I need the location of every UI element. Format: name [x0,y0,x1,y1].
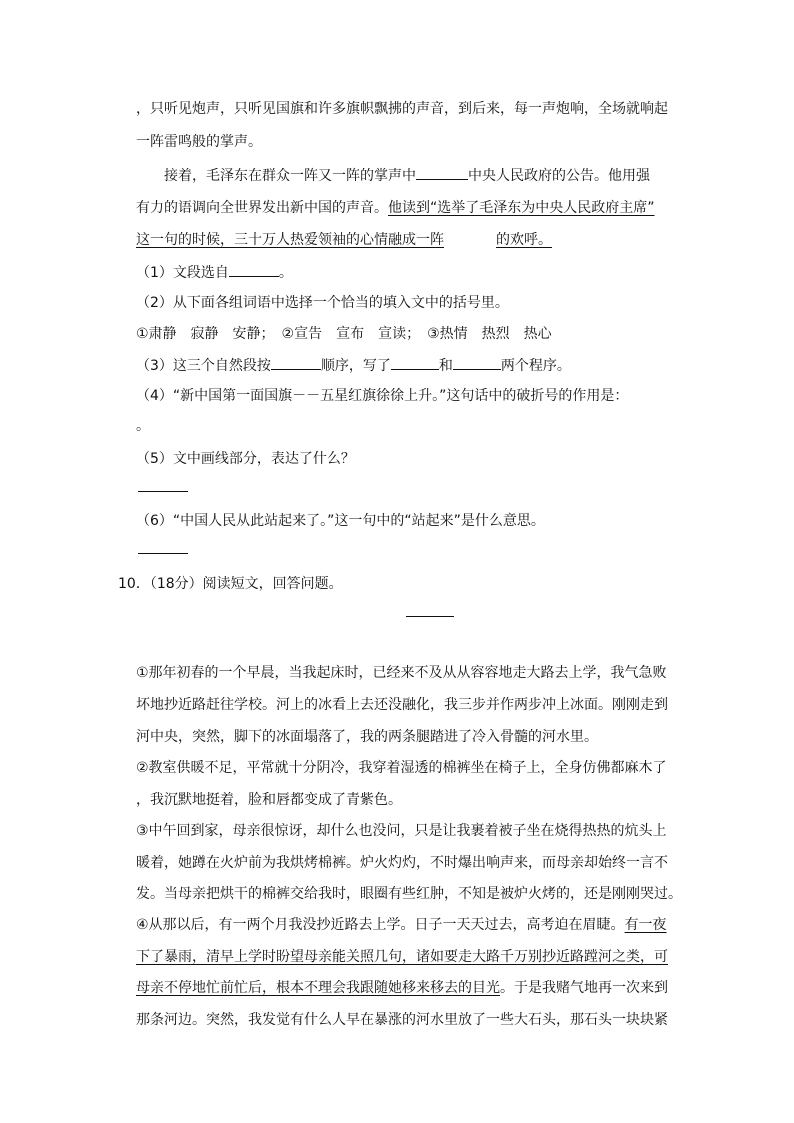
passage-line: 那条河边。突然，我发觉有什么人早在暴涨的河水里放了一些大石头，那石头一块块紧 [136,1012,668,1028]
question-4-end: 。 [136,418,150,434]
text-span: 这一句的时候，三十万人热爱领袖的心情融成一阵 [136,232,444,248]
passage-line: 发。当母亲把烘干的棉裤交给我时，眼圈有些红肿，不知是被炉火烤的，还是刚刚哭过。 [136,886,682,902]
text-span: 中央人民政府的公告。他用强 [468,168,650,184]
question-5: （5）文中画线部分，表达了什么？ [136,451,355,467]
text-span: 有力的语调向全世界发出新中国的声音。 [136,200,388,216]
passage-line: ，我沉默地挺着，脸和唇都变成了青紫色。 [136,792,402,808]
passage-line: 河中央，突然，脚下的冰面塌落了，我的两条腿踏进了冷入骨髓的河水里。 [136,729,598,745]
underlined-text: 他读到“选举了毛泽东为中央人民政府主席” [388,200,655,216]
text-span: 。于是我赌气地再一次来到 [500,980,668,996]
question-text: 顺序，写了 [320,358,391,374]
answer-blank[interactable] [453,355,501,370]
question-1 [136,262,293,283]
passage-line: ①那年初春的一个早晨，当我起床时，已经来不及从从容容地走大路去上学，我气急败 [136,665,667,681]
question-text: （3）这三个自然段按 [136,358,271,374]
passage-line-underlined [136,230,552,250]
passage-line [136,978,668,998]
underlined-text: 有一夜 [624,917,667,933]
underlined-text: 母亲不停地忙前忙后，根本不理会我跟随她移来移去的目光 [136,980,500,996]
question-text: 。 [278,265,293,281]
title-blank[interactable] [406,616,454,617]
text-span: ④从那以后，有一两个月我没抄近路去上学。日子一天天过去，高考迫在眉睫。 [136,917,625,933]
question-text: （1）文段选自 [136,265,229,281]
passage-line [164,165,650,186]
answer-line[interactable] [138,491,188,492]
question-10-heading: 10．（18分）阅读短文，回答问题。 [118,576,343,592]
question-6: （6）“中国人民从此站起来了。”这一句中的“站起来”是什么意思。 [136,513,545,529]
passage-line [136,198,655,218]
passage-line: ②教室供暖不足，平常就十分阴冷，我穿着湿透的棉裤坐在椅子上，全身仿佛都麻木了 [136,760,667,776]
question-4: （4）“新中国第一面国旗－－五星红旗徐徐上升。”这句话中的破折号的作用是： [136,388,629,404]
text-span: 的欢呼。 [496,232,552,248]
text-span: 接着，毛泽东在群众一阵又一阵的掌声中 [164,168,416,184]
passage-line: 一阵雷鸣般的掌声。 [136,134,262,150]
passage-line-underlined: 下了暴雨，清早上学时盼望母亲能关照几句，诸如要走大路千万别抄近路蹚河之类，可 [136,949,668,965]
passage-line: 暖着，她蹲在火炉前为我烘烤棉裤。炉火灼灼，不时爆出响声来，而母亲却始终一言不 [136,855,668,871]
answer-blank[interactable] [391,355,439,370]
answer-blank[interactable] [271,355,321,370]
question-3 [136,355,571,376]
question-2-options: ①肃静 寂静 安静； ②宣告 宣布 宣读； ③热情 热烈 热心 [136,326,552,342]
answer-blank[interactable] [416,165,468,180]
question-text: 和 [438,358,453,374]
answer-blank[interactable] [444,230,496,250]
answer-line[interactable] [138,553,188,554]
passage-line [136,915,667,935]
question-text: 两个程序。 [500,358,571,374]
passage-line: 坏地抄近路赶往学校。河上的冰看上去还没融化，我三步并作两步冲上冰面。刚刚走到 [136,697,668,713]
answer-blank[interactable] [229,262,279,277]
question-2: （2）从下面各组词语中选择一个恰当的填入文中的括号里。 [136,295,509,311]
passage-line: ，只听见炮声，只听见国旗和许多旗帜飘拂的声音，到后来，每一声炮响，全场就响起 [136,101,668,117]
passage-line: ③中午回到家，母亲很惊讶，却什么也没问，只是让我裹着被子坐在烧得热热的炕头上 [136,823,667,839]
